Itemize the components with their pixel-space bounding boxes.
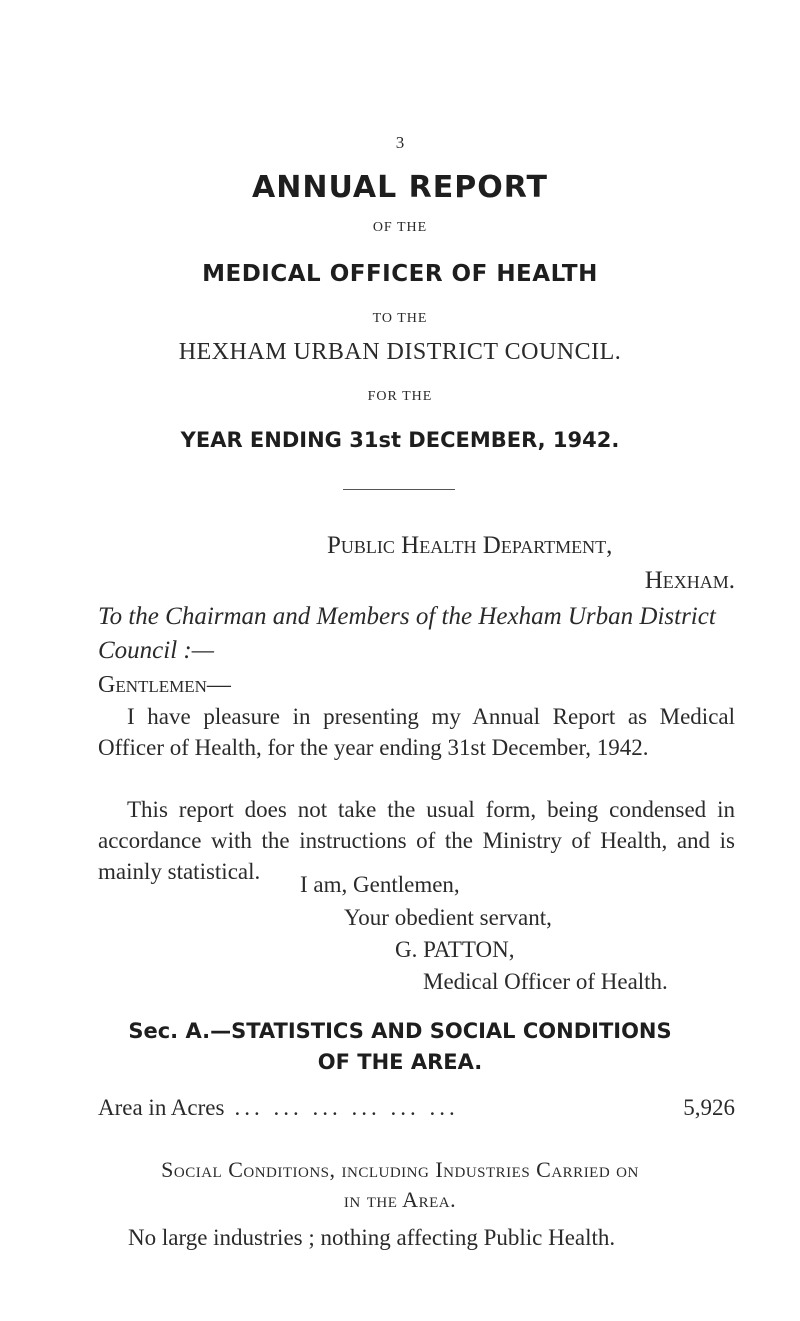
closing-servant: Your obedient servant, [344,905,552,930]
to-the-line: TO THE [372,311,428,326]
council-name: HEXHAM URBAN DISTRICT COUNCIL. [178,339,622,365]
dot-leader: ... ... ... ... ... ... [234,1095,459,1120]
medical-officer-title: MEDICAL OFFICER OF HEALTH [202,261,598,287]
area-value: 5,926 [683,1095,735,1120]
social-conditions-heading: Social Conditions, including Industries Carried on [161,1157,639,1182]
of-the-line: OF THE [372,220,428,235]
area-label: Area in Acres [98,1095,225,1120]
social-conditions-text: No large industries ; nothing affecting Public Health. [128,1225,616,1250]
social-conditions-heading-continued: in the Area. [343,1187,457,1212]
salutation: To the Chairman and Members of the Hexham Urban District Council :— [98,603,716,664]
section-heading-continued: OF THE AREA. [317,1050,483,1074]
page-number: 3 [395,133,405,152]
year-ending-line: YEAR ENDING 31st DECEMBER, 1942. [180,428,620,452]
report-title: ANNUAL REPORT [252,170,548,205]
closing-line: I am, Gentlemen, [300,872,460,897]
for-the-line: FOR THE [367,389,433,404]
signatory-name: G. PATTON, [395,937,515,962]
divider-rule [343,489,455,490]
section-heading: Sec. A.—STATISTICS AND SOCIAL CONDITIONS [128,1019,672,1043]
greeting: Gentlemen— [98,672,231,698]
body-paragraph-1: I have pleasure in presenting my Annual Report as Medical Officer of Health, for the year ending 31st December, 1942. [98,704,735,760]
department-name: Public Health Department, [327,532,613,559]
body-paragraph-2: This report does not take the usual form, being condensed in accordance with the instructions of the Ministry of Health, and is mainly statistical. [98,797,735,884]
signatory-title: Medical Officer of Health. [423,969,668,994]
department-town: Hexham. [644,567,735,594]
area-row [98,1095,735,1121]
